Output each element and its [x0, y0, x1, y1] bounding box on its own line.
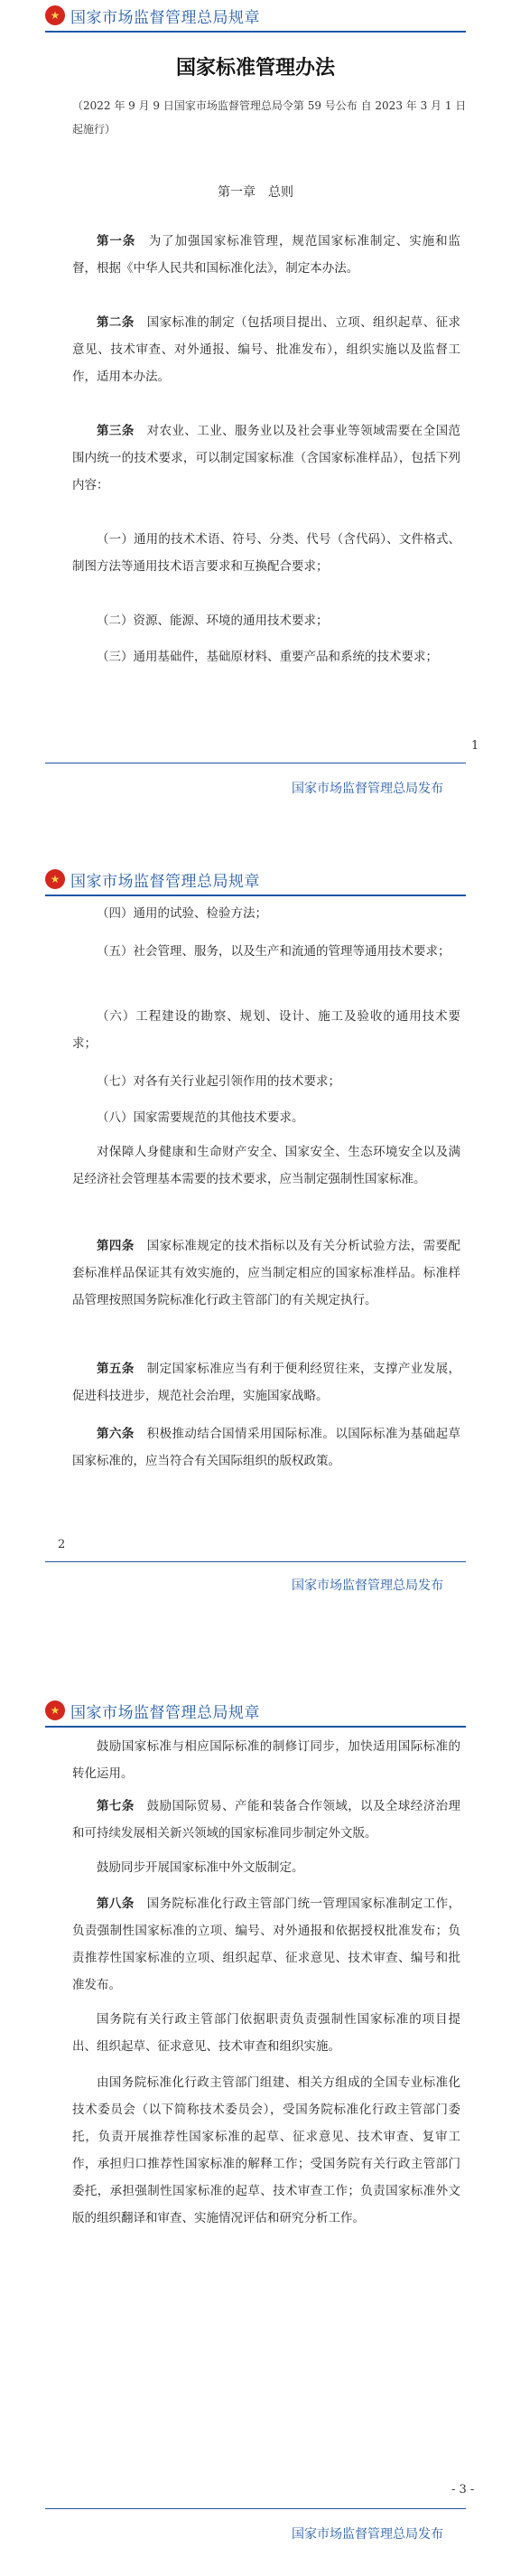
article-3-item-6: （六）工程建设的勘察、规划、设计、施工及验收的通用技术要求；	[72, 1009, 460, 1051]
footer-publisher: 国家市场监督管理总局发布	[292, 1578, 443, 1593]
page-3	[0, 1699, 511, 2576]
article-3-item-2: （二）资源、能源、环境的通用技术要求；	[97, 614, 329, 628]
article-label: 第一条	[97, 234, 136, 248]
national-emblem-icon: ★	[45, 869, 65, 889]
article-label: 第二条	[97, 315, 135, 330]
article-8-paragraph-2: 国务院有关行政主管部门依据职责负责强制性国家标准的项目提出、组织起草、征求意见、技术审查和组织实施。	[72, 2012, 460, 2054]
article-3-item-5: （五）社会管理、服务，以及生产和流通的管理等通用技术要求；	[97, 944, 451, 959]
header-title: 国家市场监督管理总局规章	[70, 8, 260, 27]
header-rule	[45, 1726, 466, 1728]
article-4	[72, 1232, 460, 1314]
article-text: 国务院标准化行政主管部门统一管理国家标准制定工作，负责强制性国家标准的立项、编号、对外通报和依据授权批准发布；负责推荐性国家标准的立项、组织起草、征求意见、技术审查、编号和批准发布。	[72, 1897, 461, 1992]
article-8	[72, 1890, 460, 1999]
national-emblem-icon: ★	[45, 1700, 65, 1720]
article-3-item-4: （四）通用的试验、检验方法；	[97, 906, 267, 921]
footer-rule	[45, 1561, 466, 1562]
article-3-item-8: （八）国家需要规范的其他技术要求。	[97, 1110, 304, 1125]
page-number: - 3 -	[451, 2483, 475, 2496]
article-text: 对农业、工业、服务业以及社会事业等领域需要在全国范围内统一的技术要求，可以制定国家标准（含国家标准样品），包括下列内容：	[72, 424, 461, 492]
article-8-paragraph-3: 由国务院标准化行政主管部门组建、相关方组成的全国专业标准化技术委员会（以下简称技术委员会），受国务院标准化行政主管部门委托，负责开展推荐性国家标准的起草、征求意见、技术审查、复审工作，承担归口推荐性国家标准的解释工作；受国务院有关行政主管部门委托，承担强制性国家标准的起草、技术审查工作；负责国家标准外文版的组织翻译和审查、实施情况评估和研究分析工作。	[72, 2075, 460, 2225]
header-rule	[45, 31, 466, 33]
article-label: 第三条	[97, 424, 135, 438]
article-7	[72, 1793, 460, 1847]
page-1	[0, 0, 511, 913]
footer-publisher: 国家市场监督管理总局发布	[292, 2527, 443, 2542]
document-title: 国家标准管理办法	[175, 57, 335, 80]
article-text: 为了加强国家标准管理，规范国家标准制定、实施和监督，根据《中华人民共和国标准化法》，制定本办法。	[72, 234, 461, 276]
page-number: 2	[58, 1538, 66, 1551]
footer-publisher: 国家市场监督管理总局发布	[292, 782, 443, 796]
chapter-heading: 第一章 总则	[218, 185, 293, 200]
article-label: 第四条	[97, 1239, 135, 1253]
article-5	[72, 1355, 460, 1410]
promulgation-note: （2022 年 9 月 9 日国家市场监督管理总局令第 59 号公布 自 2023 年 3 月 1 日起施行）	[72, 99, 467, 136]
article-text: 制定国家标准应当有利于便利经贸往来，支撑产业发展，促进科技进步，规范社会治理，实施国家战略。	[72, 1362, 461, 1403]
article-text: 鼓励国际贸易、产能和装备合作领域，以及全球经济治理和可持续发展相关新兴领域的国家标准同步制定外文版。	[72, 1799, 461, 1841]
article-3-item-1: （一）通用的技术术语、符号、分类、代号（含代码）、文件格式、制图方法等通用技术语言要求和互换配合要求；	[72, 532, 460, 574]
article-1	[72, 228, 460, 282]
article-label: 第七条	[97, 1799, 135, 1813]
article-text: 国家标准的制定（包括项目提出、立项、组织起草、征求意见、技术审查、对外通报、编号、批准发布），组织实施以及监督工作，适用本办法。	[72, 315, 461, 384]
header-title: 国家市场监督管理总局规章	[70, 1703, 260, 1722]
header-rule	[45, 895, 466, 896]
article-3-item-7: （七）对各有关行业起引领作用的技术要求；	[97, 1074, 340, 1089]
article-6	[72, 1420, 460, 1475]
article-3-paragraph-2: 对保障人身健康和生命财产安全、国家安全、生态环境安全以及满足经济社会管理基本需要的技术要求，应当制定强制性国家标准。	[72, 1145, 460, 1186]
article-6-paragraph-2: 鼓励国家标准与相应国际标准的制修订同步，加快适用国际标准的转化运用。	[72, 1739, 460, 1781]
article-7-paragraph-2: 鼓励同步开展国家标准中外文版制定。	[97, 1860, 304, 1875]
article-label: 第五条	[97, 1362, 135, 1376]
article-3	[72, 417, 460, 499]
page-header	[45, 4, 260, 27]
article-label: 第六条	[97, 1427, 135, 1441]
page-number: 1	[471, 739, 479, 753]
page-header	[45, 1699, 260, 1722]
national-emblem-icon: ★	[45, 5, 65, 25]
article-3-item-3: （三）通用基础件，基础原材料、重要产品和系统的技术要求；	[97, 650, 438, 664]
article-label: 第八条	[97, 1897, 135, 1911]
article-2	[72, 309, 460, 390]
footer-rule	[45, 2508, 466, 2509]
page-header	[45, 867, 260, 891]
page-2	[0, 867, 511, 1726]
article-text: 积极推动结合国情采用国际标准。以国际标准为基础起草国家标准的，应当符合有关国际组织的版权政策。	[72, 1427, 461, 1468]
header-title: 国家市场监督管理总局规章	[70, 872, 260, 891]
article-text: 国家标准规定的技术指标以及有关分析试验方法，需要配套标准样品保证其有效实施的，应当制定相应的国家标准样品。标准样品管理按照国务院标准化行政主管部门的有关规定执行。	[72, 1239, 461, 1307]
